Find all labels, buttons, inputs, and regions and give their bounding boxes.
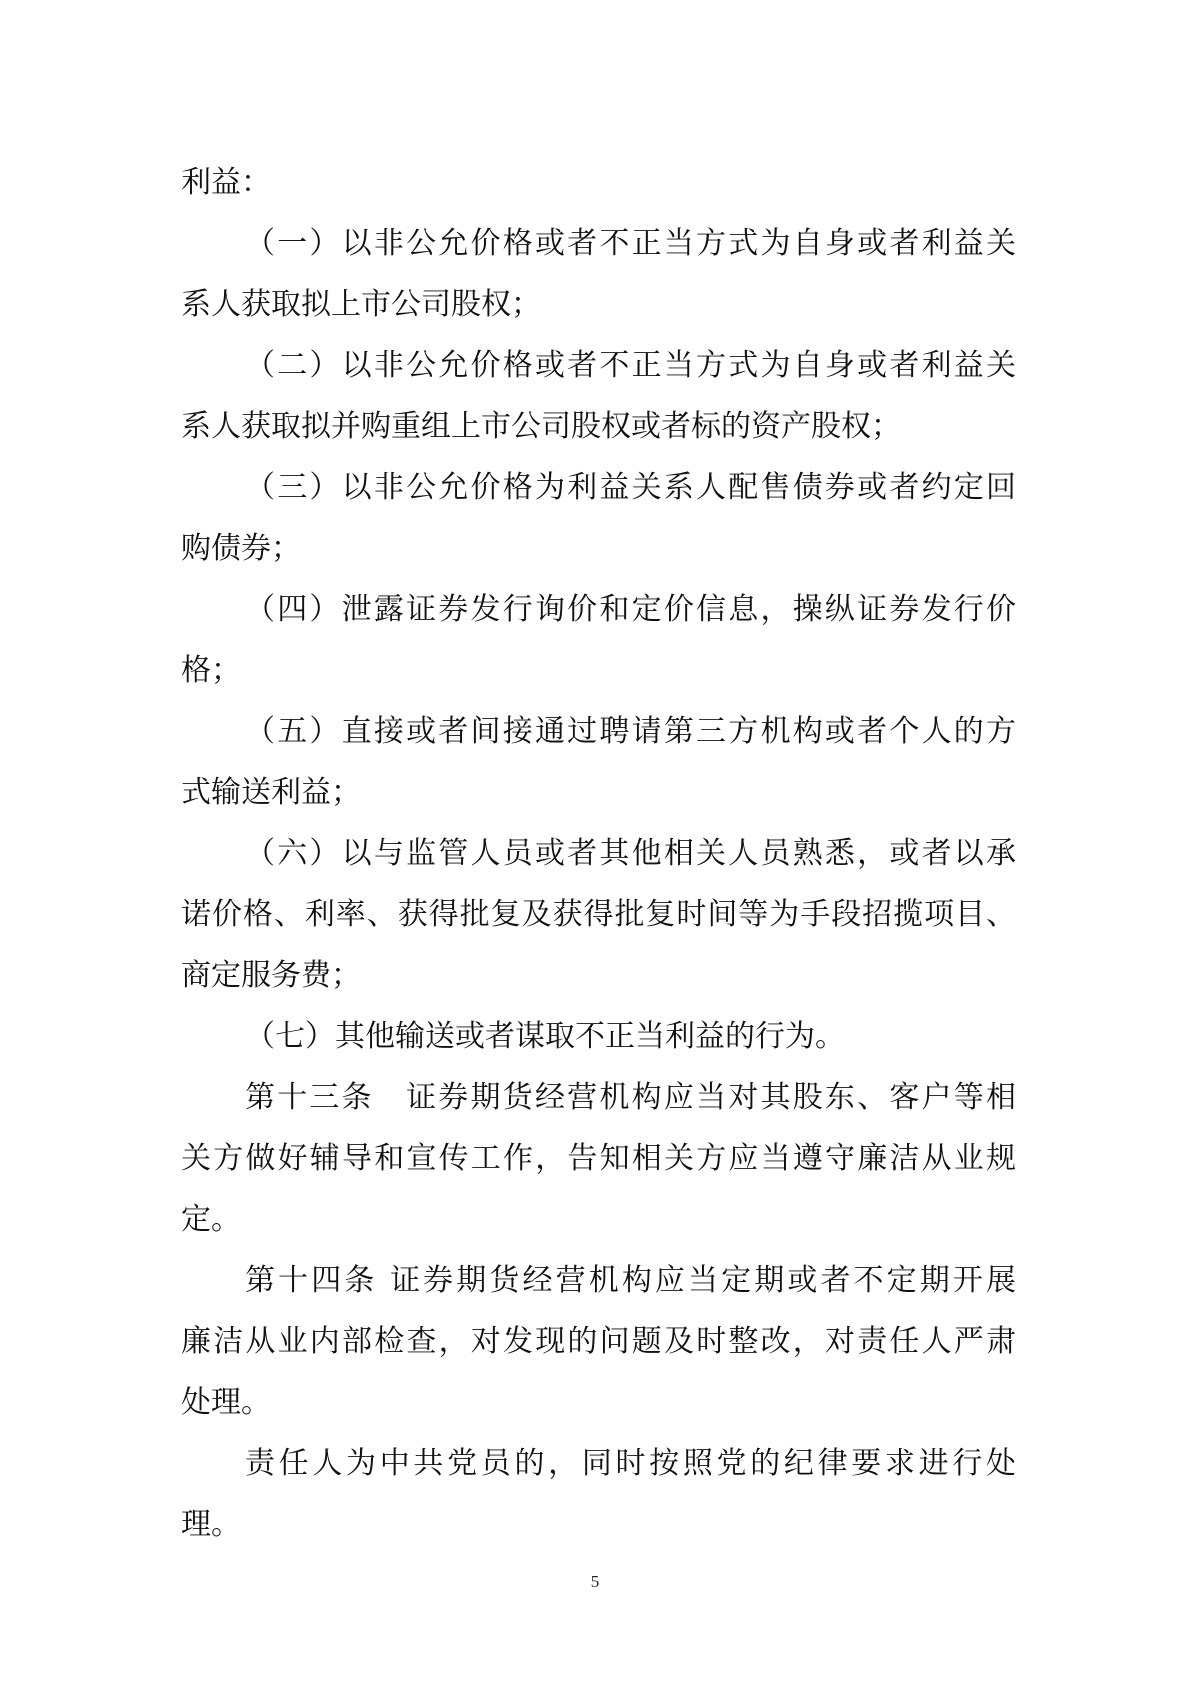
paragraph-line: （三）以非公允价格为利益关系人配售债券或者约定回 — [245, 470, 1016, 505]
body-text — [181, 152, 1016, 1555]
paragraph-line: 第十四条 证券期货经营机构应当定期或者不定期开展 — [245, 1263, 1016, 1298]
paragraph-line: 定。 — [181, 1202, 241, 1237]
paragraph-line: 式输送利益； — [181, 775, 361, 810]
paragraph-line: 第十三条 证券期货经营机构应当对其股东、客户等相 — [245, 1080, 1016, 1115]
paragraph-line: 理。 — [181, 1507, 241, 1542]
page-number: 5 — [590, 1572, 600, 1591]
paragraph-line: （七）其他输送或者谋取不正当利益的行为。 — [245, 1019, 845, 1054]
paragraph-line: 格； — [181, 653, 241, 688]
paragraph-line: 诺价格、利率、获得批复及获得批复时间等为手段招揽项目、 — [181, 897, 1016, 932]
paragraph-line: 购债券； — [181, 531, 301, 566]
paragraph-line: （五）直接或者间接通过聘请第三方机构或者个人的方 — [245, 714, 1016, 749]
paragraph-line: 廉洁从业内部检查，对发现的问题及时整改，对责任人严肃 — [181, 1324, 1016, 1359]
paragraph-line: 系人获取拟上市公司股权； — [181, 287, 541, 322]
paragraph-line: 商定服务费； — [181, 958, 361, 993]
paragraph-line: 利益： — [181, 165, 271, 200]
paragraph-line: 关方做好辅导和宣传工作，告知相关方应当遵守廉洁从业规 — [181, 1141, 1016, 1176]
paragraph-line: （一）以非公允价格或者不正当方式为自身或者利益关 — [245, 226, 1016, 261]
paragraph-line: （四）泄露证券发行询价和定价信息，操纵证券发行价 — [245, 592, 1016, 627]
paragraph-line: （六）以与监管人员或者其他相关人员熟悉，或者以承 — [245, 836, 1016, 871]
paragraph-line: 责任人为中共党员的，同时按照党的纪律要求进行处 — [245, 1446, 1016, 1481]
paragraph-line: 系人获取拟并购重组上市公司股权或者标的资产股权； — [181, 409, 901, 444]
paragraph-line: （二）以非公允价格或者不正当方式为自身或者利益关 — [245, 348, 1016, 383]
paragraph-line: 处理。 — [181, 1385, 271, 1420]
